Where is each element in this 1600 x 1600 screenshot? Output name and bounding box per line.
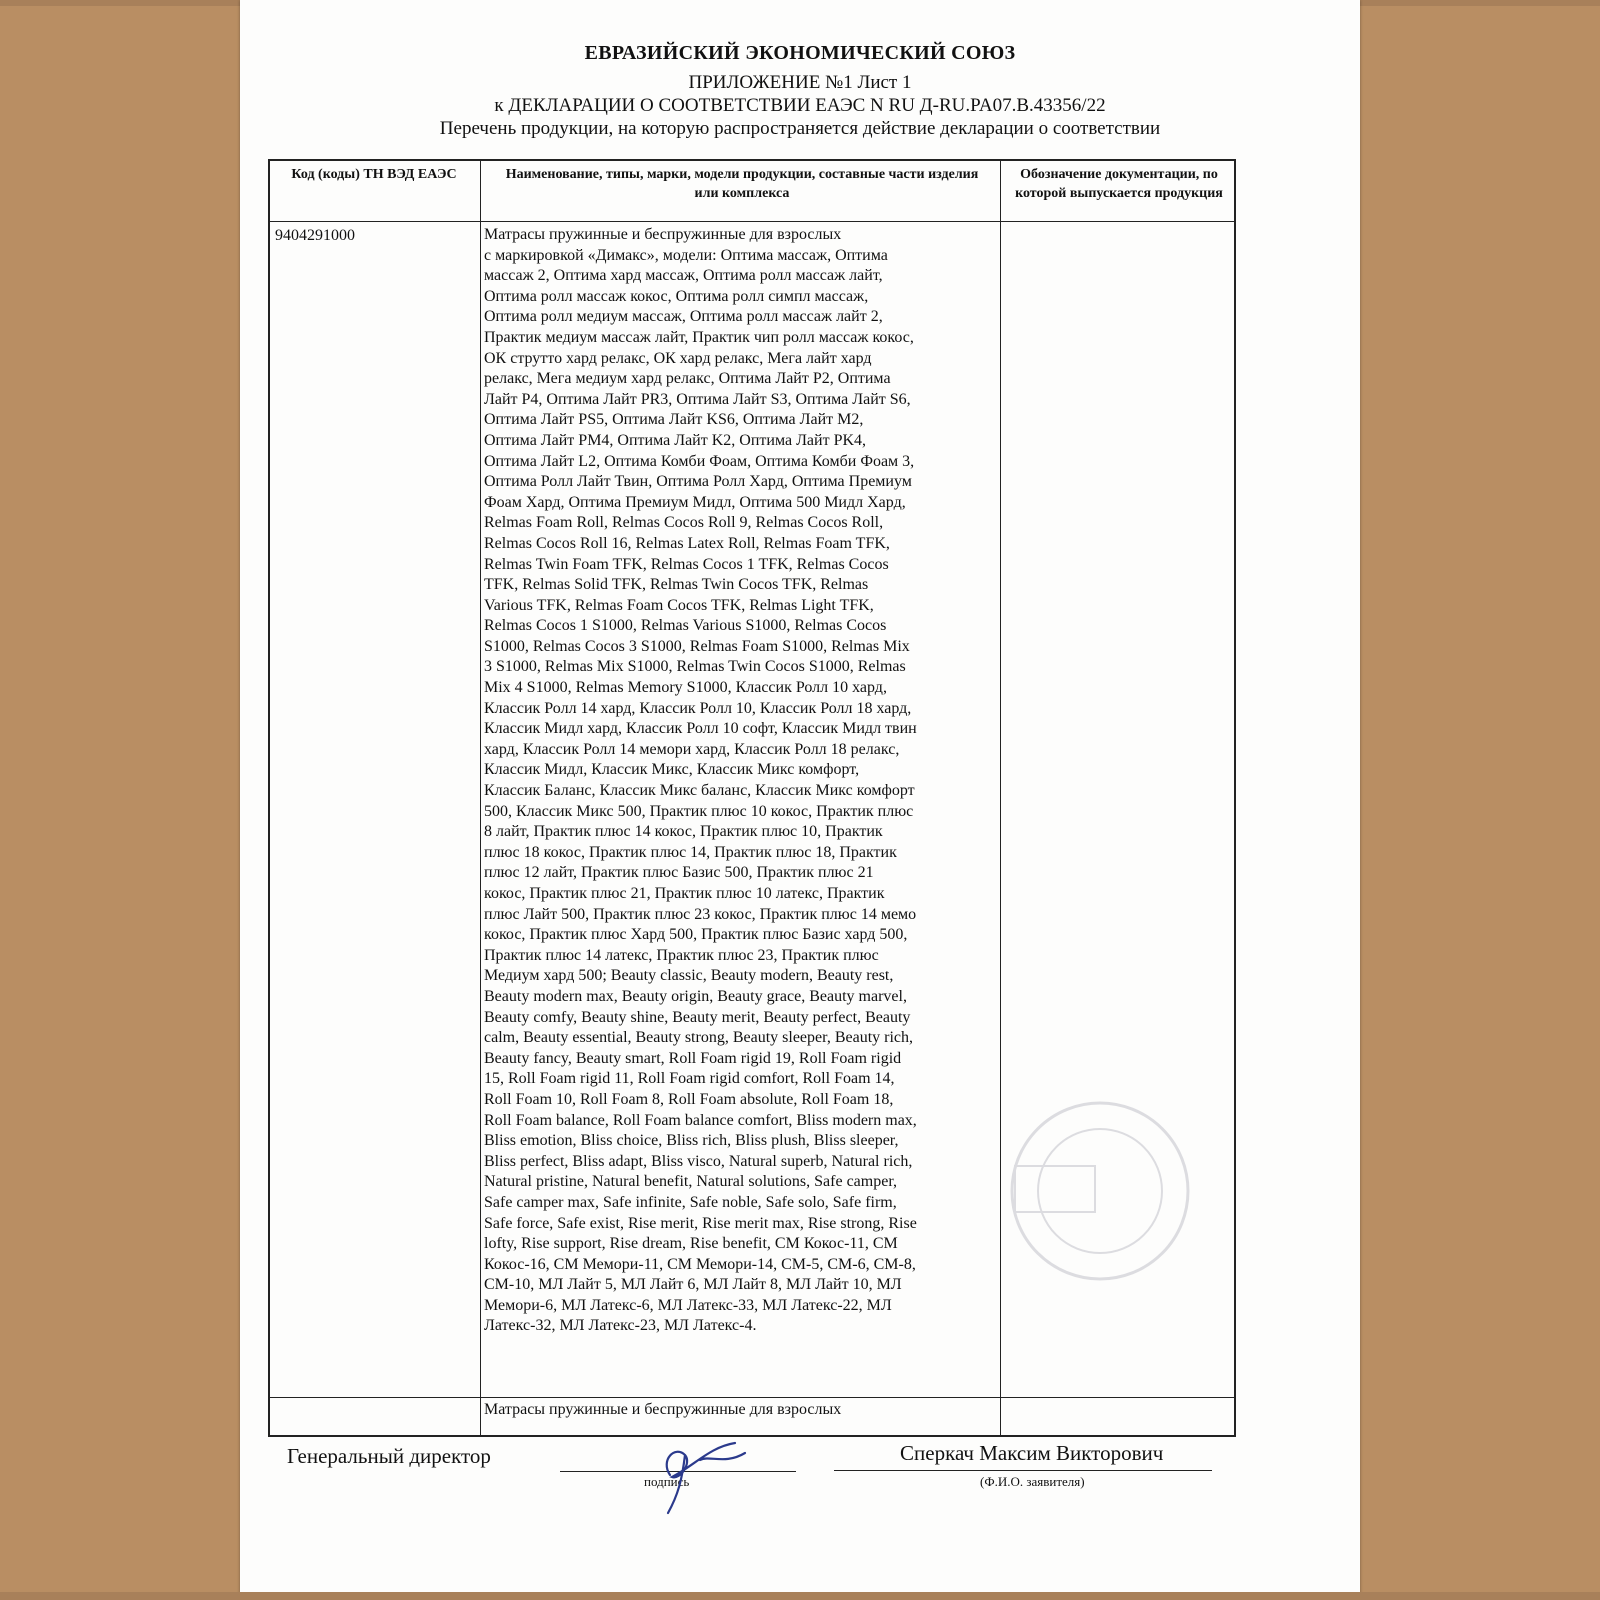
name-caption: (Ф.И.О. заявителя) [980, 1474, 1085, 1489]
description-line: СМ-10, МЛ Лайт 5, МЛ Лайт 6, МЛ Лайт 8, МЛ Лайт 10, МЛ [484, 1276, 902, 1294]
background-wood-bottom [0, 1592, 1600, 1600]
description-line: Relmas Foam Roll, Relmas Cocos Roll 9, Relmas Cocos Roll, [484, 514, 884, 532]
description-line: S1000, Relmas Cocos 3 S1000, Relmas Foam S1000, Relmas Mix [484, 637, 910, 655]
row-divider [270, 1397, 1236, 1398]
product-table [268, 159, 1236, 1437]
description-line: 15, Roll Foam rigid 11, Roll Foam rigid comfort, Roll Foam 14, [484, 1070, 895, 1088]
description-line: Оптима Ролл Лайт Твин, Оптима Ролл Хард, Оптима Премиум [484, 473, 912, 491]
description-line: Safe camper max, Safe infinite, Safe noble, Safe solo, Safe firm, [484, 1193, 897, 1211]
description-line: Классик Ролл 14 хард, Классик Ролл 10, Классик Ролл 18 хард, [484, 699, 912, 717]
description-line: Safe force, Safe exist, Rise merit, Rise merit max, Rise strong, Rise [484, 1214, 917, 1232]
description-line: lofty, Rise support, Rise dream, Rise benefit, СМ Кокос-11, СМ [484, 1235, 898, 1253]
description-line: Матрасы пружинные и беспружинные для взрослых [484, 226, 842, 243]
description-line: с маркировкой «Димакс», модели: Оптима массаж, Оптима [484, 246, 888, 264]
description-line: Классик Баланс, Классик Микс баланс, Классик Микс комфорт [484, 782, 915, 800]
description-line: Классик Мидл хард, Классик Ролл 10 софт, Классик Мидл твин [484, 720, 917, 738]
description-line: Лайт P4, Оптима Лайт PR3, Оптима Лайт S3, Оптима Лайт S6, [484, 390, 911, 408]
description-line: 8 лайт, Практик плюс 14 кокос, Практик плюс 10, Практик [484, 823, 883, 841]
declaration-title: к ДЕКЛАРАЦИИ О СООТВЕТСТВИИ ЕАЭС N RU Д-RU.PA07.B.43356/22 [494, 95, 1106, 116]
description-line: массаж 2, Оптима хард массаж, Оптима ролл массаж лайт, [484, 267, 883, 285]
description-line: плюс 18 кокос, Практик плюс 14, Практик плюс 18, Практик [484, 843, 897, 861]
description-line: Практик плюс 14 латекс, Практик плюс 23, Практик плюс [484, 946, 879, 964]
position-label: Генеральный директор [287, 1444, 491, 1468]
description-line: Relmas Cocos Roll 16, Relmas Latex Roll, Relmas Foam TFK, [484, 534, 890, 552]
description-line: Roll Foam balance, Roll Foam balance comfort, Bliss modern max, [484, 1111, 917, 1129]
header-divider [270, 221, 1236, 222]
product-description [484, 225, 996, 1337]
column-divider [1000, 161, 1001, 1437]
description-line: релакс, Мега медиум хард релакс, Оптима Лайт P2, Оптима [484, 370, 891, 388]
column-divider [480, 161, 481, 1437]
description-line: Медиум хард 500; Beauty classic, Beauty modern, Beauty rest, [484, 967, 894, 985]
description-line: Практик медиум массаж лайт, Практик чип ролл массаж кокос, [484, 328, 914, 346]
description-line: Relmas Twin Foam TFK, Relmas Cocos 1 TFK, Relmas Cocos [484, 555, 889, 573]
description-line: плюс 12 лайт, Практик плюс Базис 500, Практик плюс 21 [484, 864, 874, 882]
description-line: Relmas Cocos 1 S1000, Relmas Various S1000, Relmas Cocos [484, 617, 887, 635]
description-line: Оптима ролл медиум массаж, Оптима ролл массаж лайт 2, [484, 308, 883, 326]
description-line: Beauty comfy, Beauty shine, Beauty merit, Beauty perfect, Beauty [484, 1008, 911, 1026]
description-line: ОК струтто хард релакс, ОК хард релакс, Мега лайт хард [484, 349, 872, 367]
description-line: Оптима ролл массаж кокос, Оптима ролл симпл массаж, [484, 287, 869, 305]
document-subtitle: Перечень продукции, на которую распространяется действие декларации о соответствии [439, 118, 1161, 139]
description-line: кокос, Практик плюс Хард 500, Практик плюс Базис хард 500, [484, 926, 908, 944]
union-title: ЕВРАЗИЙСКИЙ ЭКОНОМИЧЕСКИЙ СОЮЗ [584, 42, 1016, 64]
description-line: Мемори-6, МЛ Латекс-6, МЛ Латекс-33, МЛ Латекс-22, МЛ [484, 1296, 892, 1314]
name-line [834, 1470, 1212, 1471]
description-line: 500, Классик Микс 500, Практик плюс 10 кокос, Практик плюс [484, 802, 914, 820]
column-header-code: Код (коды) ТН ВЭД ЕАЭС [291, 167, 457, 182]
description-line: хард, Классик Ролл 14 мемори хард, Классик Ролл 18 релакс, [484, 740, 900, 758]
description-line: Оптима Лайт PM4, Оптима Лайт K2, Оптима Лайт PK4, [484, 431, 867, 449]
document-page [240, 0, 1360, 1600]
description-line: calm, Beauty essential, Beauty strong, Beauty sleeper, Beauty rich, [484, 1029, 914, 1047]
applicant-name: Сперкач Максим Викторович [900, 1441, 1164, 1465]
description-line: 3 S1000, Relmas Mix S1000, Relmas Twin Cocos S1000, Relmas [484, 658, 906, 676]
description-line: кокос, Практик плюс 21, Практик плюс 10 латекс, Практик [484, 885, 885, 902]
description-line: Классик Мидл, Классик Микс, Классик Микс комфорт, [484, 761, 860, 779]
description-line: Roll Foam 10, Roll Foam 8, Roll Foam absolute, Roll Foam 18, [484, 1090, 894, 1108]
description-line: TFK, Relmas Solid TFK, Relmas Twin Cocos TFK, Relmas [484, 576, 869, 594]
description-line: Beauty modern max, Beauty origin, Beauty grace, Beauty marvel, [484, 987, 907, 1005]
description-line: Bliss perfect, Bliss adapt, Bliss visco, Natural superb, Natural rich, [484, 1152, 913, 1170]
description-line: Various TFK, Relmas Foam Cocos TFK, Relmas Light TFK, [484, 596, 874, 614]
tn-ved-code: 9404291000 [275, 227, 355, 244]
description-line: Латекс-32, МЛ Латекс-23, МЛ Латекс-4. [484, 1317, 757, 1335]
description-line: Фоам Хард, Оптима Премиум Мидл, Оптима 500 Мидл Хард, [484, 493, 906, 511]
description-line: Оптима Лайт L2, Оптима Комби Фоам, Оптима Комби Фоам 3, [484, 452, 915, 470]
description-line: Bliss emotion, Bliss choice, Bliss rich, Bliss plush, Bliss sleeper, [484, 1132, 899, 1150]
description-line: Natural pristine, Natural benefit, Natural solutions, Safe camper, [484, 1173, 897, 1191]
column-header-documentation: Обозначение документации, по которой выпускается продукция [1015, 167, 1223, 201]
description-line: Beauty fancy, Beauty smart, Roll Foam rigid 19, Roll Foam rigid [484, 1049, 902, 1067]
appendix-title: ПРИЛОЖЕНИЕ №1 Лист 1 [688, 72, 912, 93]
handwritten-signature [640, 1425, 760, 1515]
product-description-continued: Матрасы пружинные и беспружинные для взрослых [484, 1401, 842, 1418]
column-header-name: Наименование, типы, марки, модели продукции, составные части изделия или комплекса [505, 167, 979, 201]
company-stamp [1005, 1096, 1195, 1286]
description-line: Оптима Лайт PS5, Оптима Лайт KS6, Оптима Лайт M2, [484, 411, 864, 429]
signature-caption: подпись [644, 1474, 690, 1489]
description-line: Mix 4 S1000, Relmas Memory S1000, Классик Ролл 10 хард, [484, 679, 887, 697]
description-line: Кокос-16, СМ Мемори-11, СМ Мемори-14, СМ-5, СМ-6, СМ-8, [484, 1255, 916, 1273]
description-line: плюс Лайт 500, Практик плюс 23 кокос, Практик плюс 14 мемо [484, 905, 917, 923]
